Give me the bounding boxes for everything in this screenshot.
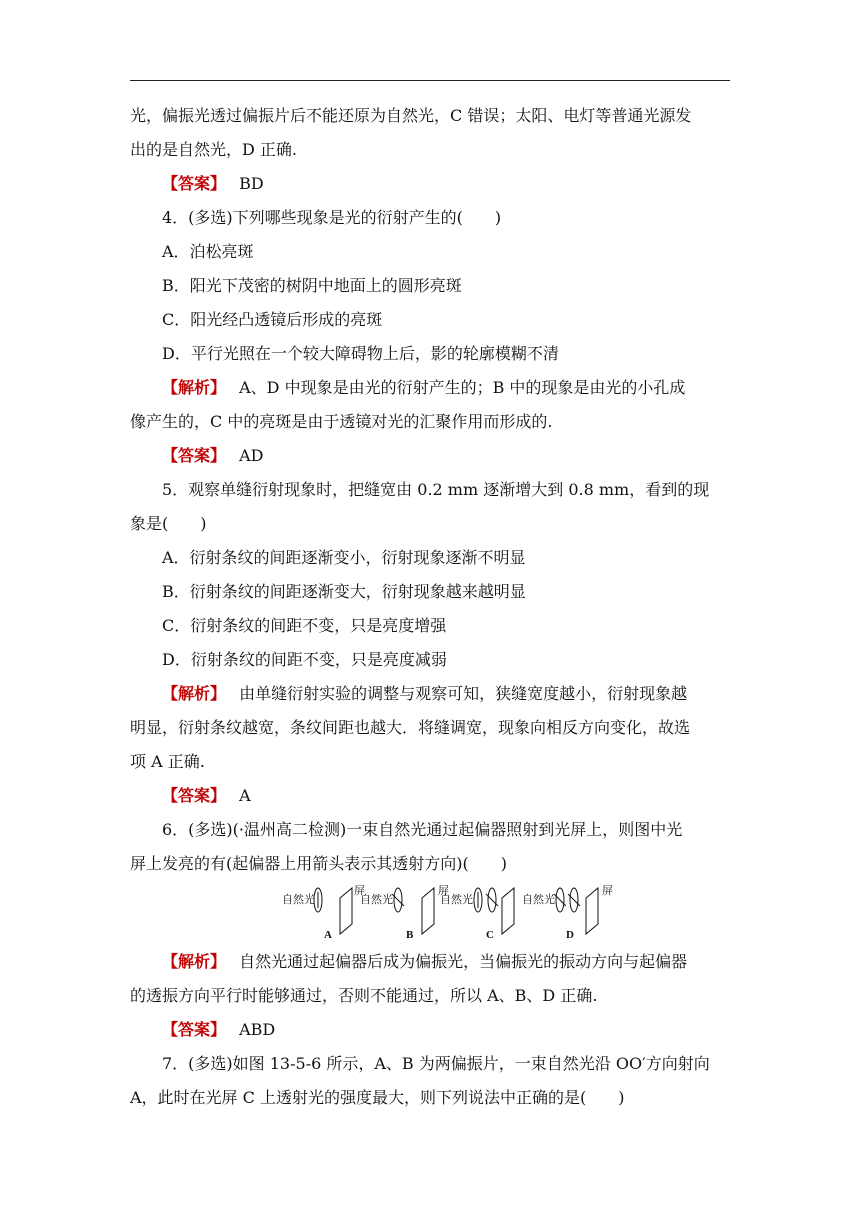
panel-label: D: [566, 929, 574, 941]
answer-tag: 【答案】: [162, 446, 219, 465]
option: B．衍射条纹的间距逐渐变大，衍射现象越来越明显: [162, 582, 526, 601]
option: A．衍射条纹的间距逐渐变小，衍射现象逐渐不明显: [162, 548, 526, 567]
answer-value: ABD: [239, 1020, 276, 1039]
question-stem: 屏上发亮的有(起偏器上用箭头表示其透射方向)( ): [130, 854, 507, 873]
explanation-line: 明显，衍射条纹越宽，条纹间距也越大．将缝调宽，现象向相反方向变化，故选: [130, 718, 691, 737]
question-stem: 5．观察单缝衍射现象时，把缝宽由 0.2 mm 逐渐增大到 0.8 mm，看到的现: [162, 480, 710, 499]
explanation-tag: 【解析】: [162, 684, 219, 703]
explanation-line: 像产生的，C 中的亮斑是由于透镜对光的汇聚作用而形成的.: [130, 412, 553, 431]
answer-tag: 【答案】: [162, 1020, 219, 1039]
text-line: 出的是自然光，D 正确.: [130, 140, 298, 159]
answer-line: [162, 174, 264, 194]
natural-light-label: 自然光: [522, 894, 555, 906]
screen-label: 屏: [354, 885, 365, 897]
answer-line: [162, 446, 264, 466]
question-stem: A，此时在光屏 C 上透射光的强度最大，则下列说法中正确的是( ): [130, 1088, 625, 1107]
explanation-line: [162, 952, 687, 972]
question-stem: 象是( ): [130, 514, 207, 533]
explanation-tag: 【解析】: [162, 378, 219, 397]
answer-line: [162, 786, 251, 806]
question-stem: 4．(多选)下列哪些现象是光的衍射产生的( ): [162, 208, 502, 227]
explanation-line: 的透振方向平行时能够通过，否则不能通过，所以 A、B、D 正确.: [130, 986, 598, 1005]
explanation-line: [162, 684, 687, 704]
screen-label: 屏: [438, 885, 449, 897]
answer-value: BD: [239, 174, 264, 193]
screen: [586, 888, 598, 934]
answer-tag: 【答案】: [162, 786, 219, 805]
explanation-line: 项 A 正确.: [130, 752, 205, 771]
option: A．泊松亮斑: [162, 242, 254, 261]
explanation-tag: 【解析】: [162, 952, 219, 971]
screen: [502, 888, 514, 934]
option: B．阳光下茂密的树阴中地面上的圆形亮斑: [162, 276, 462, 295]
explanation-text: A、D 中现象是由光的衍射产生的；B 中的现象是由光的小孔成: [239, 378, 686, 397]
explanation-text: 由单缝衍射实验的调整与观察可知，狭缝宽度越小，衍射现象越: [239, 684, 688, 703]
answer-value: AD: [239, 446, 264, 465]
option: C．阳光经凸透镜后形成的亮斑: [162, 310, 383, 329]
explanation-line: [162, 378, 685, 398]
screen-label: 屏: [602, 885, 613, 897]
option: D．平行光照在一个较大障碍物上后，影的轮廓模糊不清: [162, 344, 559, 363]
option: C．衍射条纹的间距不变，只是亮度增强: [162, 616, 447, 635]
header-rule: [130, 80, 730, 81]
answer-tag: 【答案】: [162, 174, 219, 193]
answer-value: A: [239, 786, 251, 805]
answer-line: [162, 1020, 275, 1040]
text-line: 光，偏振光透过偏振片后不能还原为自然光，C 错误；太阳、电灯等普通光源发: [130, 106, 692, 125]
natural-light-label: 自然光: [440, 894, 473, 906]
explanation-text: 自然光通过起偏器后成为偏振光，当偏振光的振动方向与起偏器: [239, 952, 688, 971]
panel-label: C: [486, 929, 494, 941]
screen: [340, 888, 352, 934]
panel-label: B: [406, 929, 414, 941]
natural-light-label: 自然光: [282, 894, 315, 906]
question-stem: 6．(多选)(·温州高二检测)一束自然光通过起偏器照射到光屏上，则图中光: [162, 820, 683, 839]
question-stem: 7．(多选)如图 13-5-6 所示，A、B 为两偏振片，一束自然光沿 OO′方向射向: [162, 1054, 710, 1073]
panel-label: A: [324, 929, 332, 941]
screen: [422, 888, 434, 934]
natural-light-label: 自然光: [360, 894, 393, 906]
polarizer-figure: [280, 880, 640, 942]
option: D．衍射条纹的间距不变，只是亮度减弱: [162, 650, 447, 669]
